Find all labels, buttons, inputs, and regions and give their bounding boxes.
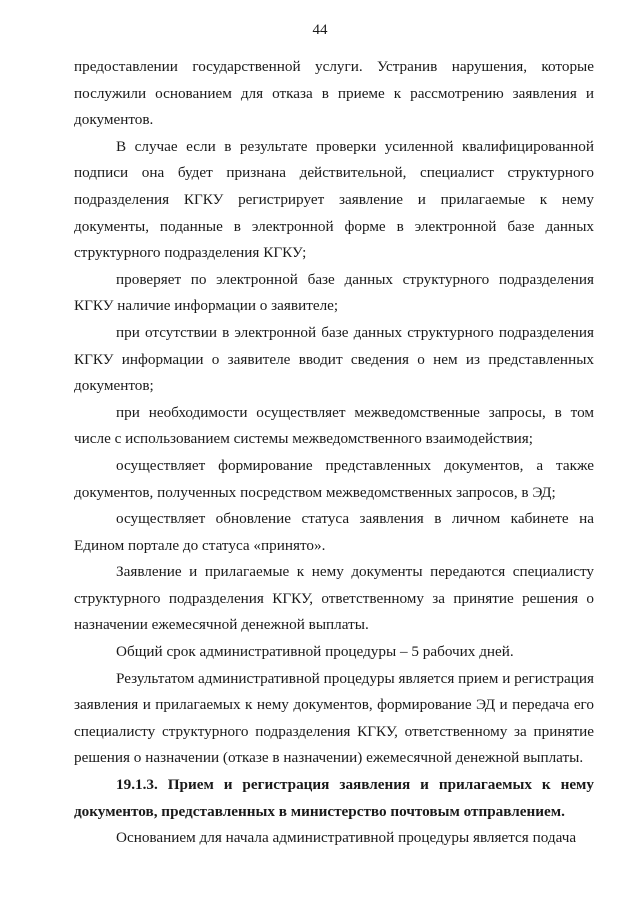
paragraph-basis-start: Основанием для начала административной процедуры является подача: [116, 829, 577, 847]
paragraph-interagency-requests: при необходимости осуществляет межведомственные запросы, в том числе с использованием системы межведомственного взаимодействия;: [74, 403, 594, 448]
paragraph-check-database: проверяет по электронной базе данных структурного подразделения КГКУ наличие информации о заявителе;: [74, 270, 594, 315]
page-number: 44: [312, 22, 328, 38]
paragraph-enter-info: при отсутствии в электронной базе данных структурного подразделения КГКУ информации о заявителе вводит сведения о нем из представленных документов;: [74, 323, 594, 395]
section-heading-19-1-3: 19.1.3. Прием и регистрация заявления и прилагаемых к нему документов, представленных в министерство почтовым отправлением.: [74, 776, 594, 820]
paragraph-transfer-specialist: Заявление и прилагаемые к нему документы передаются специалисту структурного подразделения КГКУ, ответственному за принятие решения о назначении ежемесячной денежной выплаты.: [74, 563, 594, 634]
document-body: [74, 54, 594, 852]
paragraph-signature-check: В случае если в результате проверки усиленной квалифицированной подписи она будет признана действительной, специалист структурного подразделения КГКУ регистрирует заявление и прилагаемые к нему документы, поданные в электронной форме в электронной базе данных структурного подразделения КГКУ;: [74, 137, 594, 262]
paragraph-continuation: предоставлении государственной услуги. Устранив нарушения, которые послужили основанием для отказа в приеме к рассмотрению заявления и документов.: [74, 58, 594, 129]
paragraph-form-ed: осуществляет формирование представленных документов, а также документов, полученных посредством межведомственных запросов, в ЭД;: [74, 456, 594, 501]
paragraph-update-status: осуществляет обновление статуса заявления в личном кабинете на Едином портале до статуса «принято».: [74, 510, 594, 554]
paragraph-result: Результатом административной процедуры является прием и регистрация заявления и прилагаемых к нему документов, формирование ЭД и передача его специалисту структурного подразделения КГКУ, ответственному за принятие решения о назначении (отказе в назначении) ежемесячной денежной выплаты.: [74, 669, 594, 767]
paragraph-total-term: Общий срок административной процедуры – 5 рабочих дней.: [116, 643, 514, 661]
